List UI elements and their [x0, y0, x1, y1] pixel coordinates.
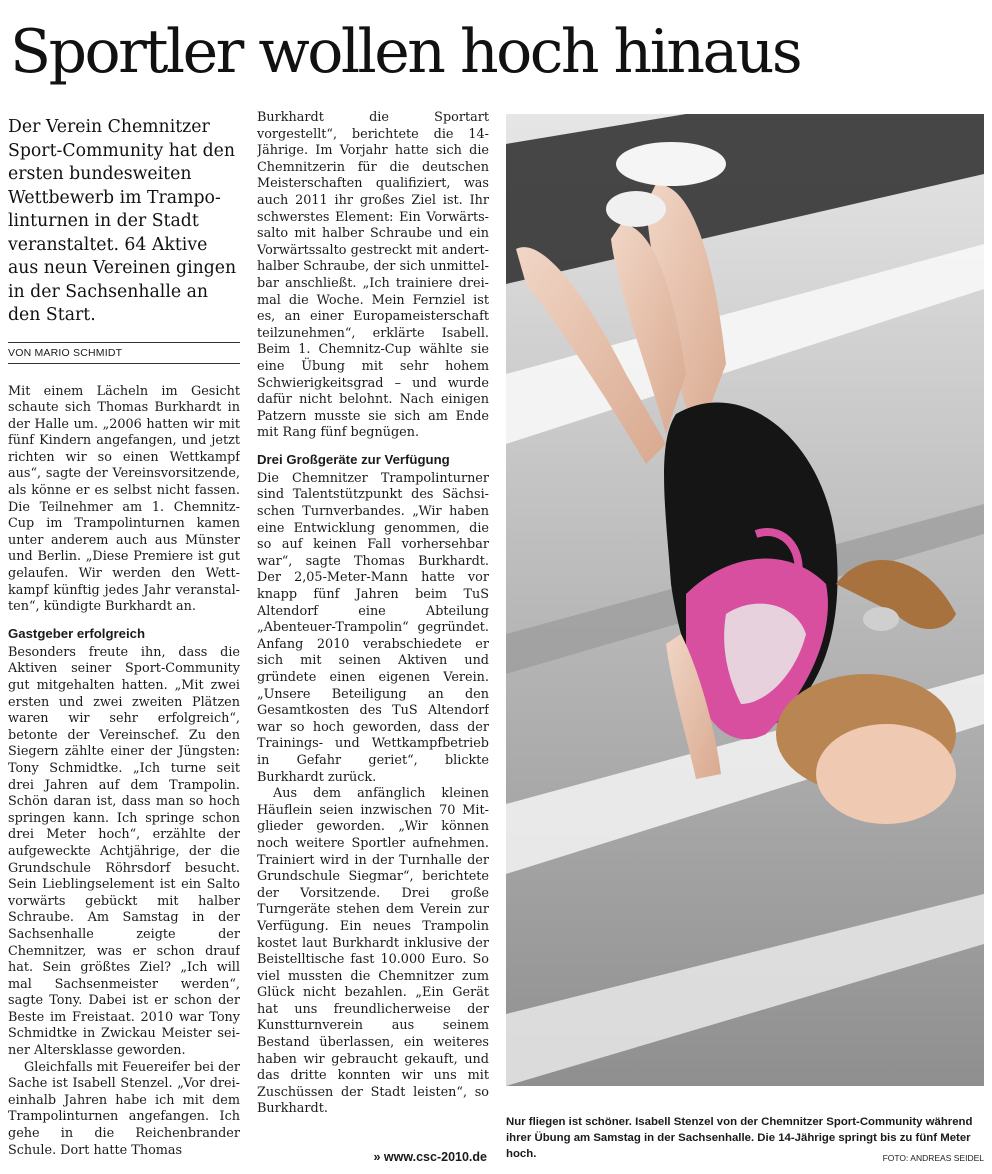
body-paragraph-5: Aus dem anfänglich kleinen Häuflein seien inzwischen 70 Mitglieder geworden. „Wir können noch weitere Sportler aufnehmen. Trainiert wird in der Turnhalle der Grundschule Siegmar“, berichtete der Vorsitzende. Drei große Turngeräte stehen dem Verein zur Verfügung. Ein neues Trampolin kostet laut Burkhardt inklusive der Beistelltische fast 10.000 Euro. So viel mussten die Chemnitzer zum Glück nicht bezahlen. „Ein Gerät hat uns freundlicherweise der Kunstturnverein aus seinem Bestand überlassen, ein weiteres haben wir gebraucht gekauft, und das dritte konnten wir uns mit Zuschüssen der Stadt leisten“, so Burkhardt.	[257, 786, 489, 1117]
byline: VON MARIO SCHMIDT	[8, 346, 123, 359]
body-paragraph-3: Gleichfalls mit Feuereifer bei der Sache ist Isabell Stenzel. „Vor dreieinhalb Jahren habe ich mit dem Trampolinturnen angefangen. Ich gehe in die Reichenbrander Schule. Dort hatte Thomas	[8, 1059, 240, 1158]
subheading-grossgeraete: Drei Großgeräte zur Verfügung	[257, 451, 450, 467]
body-paragraph-2: Besonders freute ihn, dass die Aktiven seiner Sport-Community gut mitgehalten hatten. „Mit zwei ersten und zwei zweiten Plätzen waren wir sehr erfolgreich“, betonte der Vereinschef. Zu den Siegern zählte einer der Jüngsten: Tony Schmidtke. „Ich turne seit drei Jahren auf dem Trampolin. Schön daran ist, dass man so hoch springen kann. Ich springe schon drei Meter hoch“, erzählte der aufgeweckte Achtjährige, der die Grundschule Röhrsdorf besucht. Sein Lieblingselement ist ein Salto vorwärts gebückt mit halber Schraube. Am Samstag in der Sachsenhalle zeigte der Chemnitzer, was er schon drauf hat. Sein größtes Ziel? „Ich will mal Sachsenmeister werden“, sagte Tony. Dabei ist er schon der Beste im Freistaat. 2010 war Tony Schmidtke in Zwickau Meister seiner Altersklasse geworden.	[8, 644, 240, 1059]
body-paragraph-1: Mit einem Lächeln im Gesicht schaute sich Thomas Burkhardt in der Halle um. „2006 hatten wir mit fünf Kindern angefangen, und jetzt richten wir so einen Wettkampf aus“, sagte der Vereinsvorsitzende, als könne er es selbst nicht fassen. Die Teilnehmer am 1. Chemnitz-Cup im Trampolinturnen kamen unter anderem auch aus Münster und Berlin. „Diese Premiere ist gut gelaufen. Wir werden den Wettkampf künftig jedes Jahr veranstalten“, kündigte Burkhardt an.	[8, 383, 240, 615]
lead-paragraph: Der Verein Chemnitzer Sport-Community hat den ersten bundesweiten Wettbewerb im Trampolinturnen in der Stadt veranstaltet. 64 Aktive aus neun Vereinen gingen in der Sachsenhalle an den Start.	[8, 117, 237, 325]
body-paragraph-3-continued: Burkhardt die Sportart vorgestellt“, berichtete die 14-Jährige. Im Vorjahr hatte sich die Chemnitzerin für die deutschen Meisterschaften qualifiziert, was auch 2011 ihr großes Ziel ist. Ihr schwerstes Element: Ein Vorwärtssalto mit halber Schraube und ein Vorwärtssalto gestreckt mit anderthalber Schraube, der sich unmittelbar anschließt. „Ich trainiere dreimal die Woche. Mein Fernziel ist es, an einer Europameisterschaft teilzunehmen“, erklärte Isabell. Beim 1. Chemnitz-Cup wählte sie eine Übung mit sehr hohem Schwierigkeitsgrad – und wurde dafür nicht belohnt. Nach einigen Patzern musste sie sich am Ende mit Rang fünf begnügen.	[257, 110, 489, 441]
photo-caption: Nur fliegen ist schöner. Isabell Stenzel von der Chemnitzer Sport-Community während ihrer Übung am Samstag in der Sachsenhalle. Die 14-Jährige springt bis zu fünf Meter hoch.	[506, 1116, 973, 1160]
body-paragraph-4: Die Chemnitzer Trampolinturner sind Talentstützpunkt des Sächsischen Turnverbandes. „Wir haben eine Entwicklung genommen, die so auf keinen Fall vorhersehbar war“, sagte Thomas Burkhardt. Der 2,05-Meter-Mann hatte vor knapp fünf Jahren beim TuS Altendorf eine Abteilung „Abenteuer-Trampolin“ gegründet. Anfang 2010 verabschiedete er sich mit seinen Aktiven und gründete einen eigenen Verein. „Unsere Beteiligung an den Gesamtkosten des TuS Altendorf war so hoch geworden, dass der Trainings- und Wettkampfbetrieb in Gefahr geriet“, blickte Burkhardt zurück.	[257, 470, 489, 785]
gymnast-photo-illustration	[506, 114, 984, 1086]
byline-rule-top	[8, 342, 240, 343]
subheading-gastgeber: Gastgeber erfolgreich	[8, 625, 146, 641]
headline: Sportler wollen hoch hinaus	[10, 17, 801, 87]
byline-rule-bottom	[8, 363, 240, 364]
article-column-1	[8, 110, 240, 1170]
photo-credit: FOTO: ANDREAS SEIDEL	[882, 1153, 984, 1163]
web-link[interactable]: » www.csc-2010.de	[373, 1150, 487, 1164]
gymnast-photo	[506, 114, 984, 1086]
article-column-2	[257, 110, 489, 1170]
